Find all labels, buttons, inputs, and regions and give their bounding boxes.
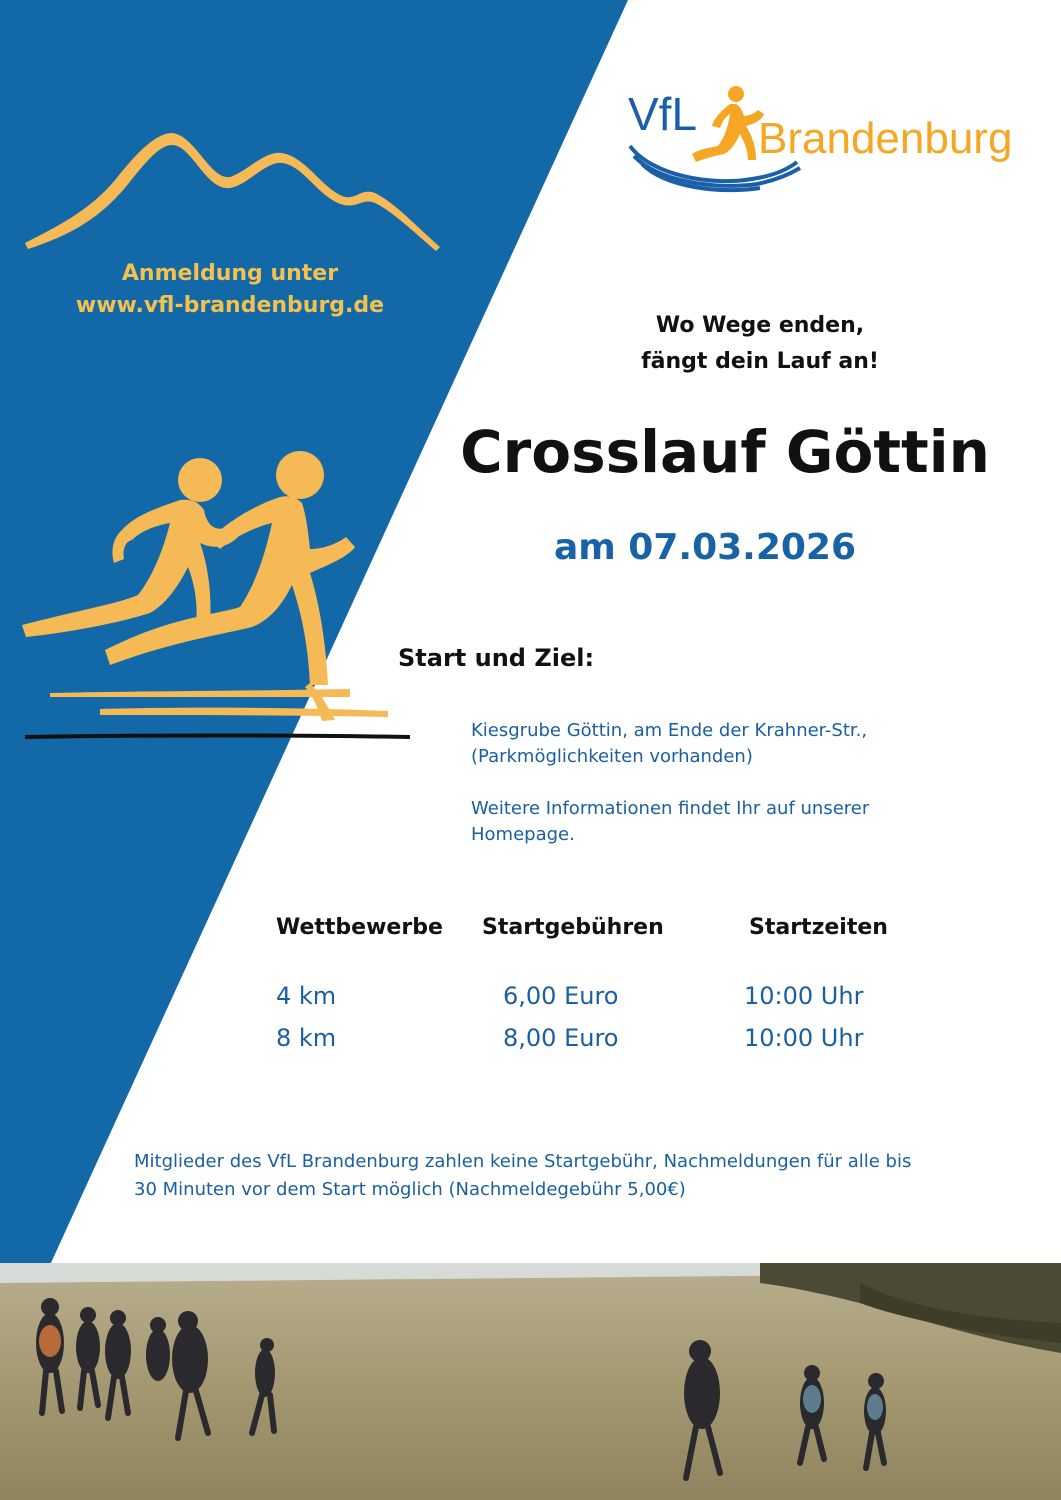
slogan-line-2: fängt dein Lauf an!: [641, 349, 879, 374]
note-line-1: Mitglieder des VfL Brandenburg zahlen keine Startgebühr, Nachmeldungen für alle bis: [134, 1151, 912, 1172]
runners-field-photo: [0, 1263, 1061, 1500]
column-header-fees: Startgebühren: [482, 915, 664, 940]
note-line-2: 30 Minuten vor dem Start möglich (Nachmeldegebühr 5,00€): [134, 1179, 686, 1200]
row-2-distance: 8 km: [276, 1024, 337, 1052]
row-1-time: 10:00 Uhr: [744, 982, 864, 1010]
column-header-competitions: Wettbewerbe: [276, 915, 443, 940]
start-finish-heading: Start und Ziel:: [398, 644, 595, 672]
slogan: [560, 308, 960, 380]
mountain-icon: [20, 125, 445, 255]
info-line-2: Homepage.: [471, 824, 575, 845]
location-line-1: Kiesgrube Göttin, am Ende der Krahner-Str.,: [471, 720, 868, 741]
row-2-time: 10:00 Uhr: [744, 1024, 864, 1052]
more-info-text: [471, 796, 1031, 848]
logo-city-text: Brandenburg: [758, 114, 1013, 163]
event-date: am 07.03.2026: [553, 527, 857, 568]
info-line-1: Weitere Informationen findet Ihr auf unserer: [471, 798, 870, 819]
row-1-fee: 6,00 Euro: [503, 982, 619, 1010]
runners-icon: [10, 445, 415, 745]
slogan-line-1: Wo Wege enden,: [655, 313, 865, 338]
location-line-2: (Parkmöglichkeiten vorhanden): [471, 746, 753, 767]
registration-info: [30, 258, 430, 322]
registration-url[interactable]: www.vfl-brandenburg.de: [75, 293, 385, 318]
column-header-times: Startzeiten: [749, 915, 888, 940]
row-2-fee: 8,00 Euro: [503, 1024, 619, 1052]
member-note: [134, 1148, 1034, 1204]
location-text: [471, 718, 1031, 770]
logo-vfl-text: VfL: [628, 88, 698, 140]
event-title: Crosslauf Göttin: [460, 418, 990, 486]
row-1-distance: 4 km: [276, 982, 337, 1010]
registration-label: Anmeldung unter: [121, 261, 339, 286]
vfl-logo: [622, 84, 1013, 194]
